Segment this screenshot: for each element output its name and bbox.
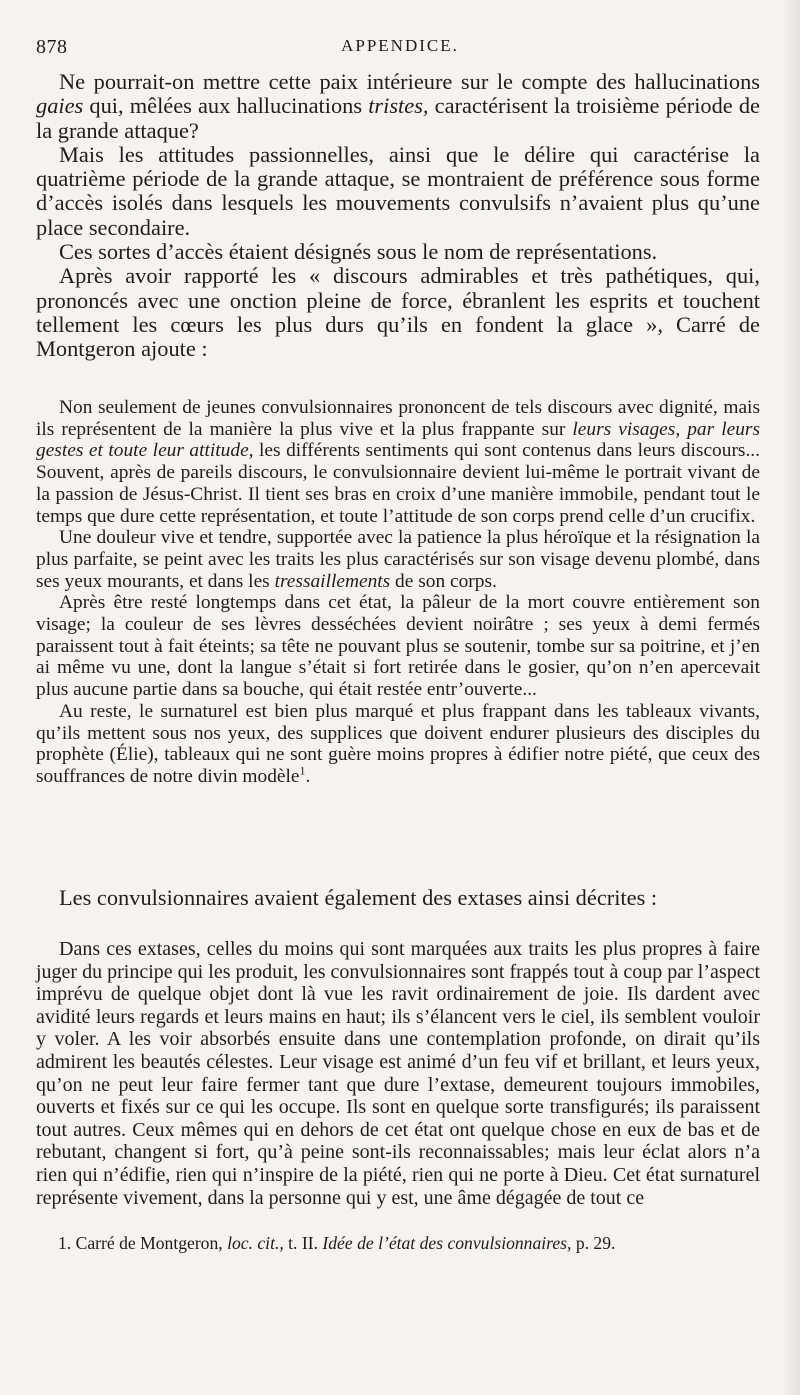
text-run: Au reste, le surnaturel est bien plus marqué et plus frappant dans les tableaux vivants, qu’ils mettent sous nos yeux, des supplices que doivent endurer plusieurs des disciples du prophète (Élie), tableaux qui ne sont guère moins propres à édifier notre piété, que ceux des souffrances de notre divin modèle xyxy=(36,700,760,787)
text-run: de son corps. xyxy=(390,570,497,592)
paragraph-hallucinations xyxy=(36,70,760,143)
quote-paragraph-extases: Dans ces extases, celles du moins qui sont marquées aux traits les plus propres à faire juger du principe qui les produit, les convulsionnaires sont frappés tout à coup par l’aspect imprévu de quelque objet dont là vue les ravit ordinairement de joie. Ils dardent avec avidité leurs regards et leurs mains en haut; ils s’élancent vers le ciel, ils semblent vouloir y voler. A les voir absorbés ensuite dans une contemplation profonde, on dirait qu’ils admirent les beautés célestes. Leur visage est animé d’un feu vif et brillant, et leurs yeux, qu’on ne peut leur faire fermer tant que dure l’extase, demeurent toujours immobiles, ouverts et fixés sur ce qui les occupe. Ils sont en quelque sorte transfigurés; ils paraissent tout autres. Ceux mêmes qui en dehors de cet état ont quelque chose en eux de bas et de rebutant, changent si fort, qu’à peine sont-ils reconnaissables; mais leur éclat alors n’a rien qui n’édifie, rien qui n’inspire de la piété, rien qui ne porte à Dieu. Cet état surnaturel représente vivement, dans la personne qui y est, une âme dégagée de tout ce xyxy=(36,938,760,1209)
page-number: 878 xyxy=(36,36,68,58)
intro-section xyxy=(36,70,760,362)
quote-block-representations xyxy=(36,397,760,788)
running-title: APPENDICE. xyxy=(341,36,459,55)
italic-text: tristes, xyxy=(368,93,429,119)
footnote-number: 1. xyxy=(58,1233,72,1253)
paragraph-attitudes xyxy=(36,143,760,240)
text-run: caractérisent la troisième période de la grande attaque? xyxy=(36,93,760,143)
footnote-reference: 1 xyxy=(299,763,306,778)
paragraph-representations xyxy=(36,240,760,264)
text-run: Mais les attitudes passionnelles, ainsi que le délire qui caractérise la quatrième période de la grande attaque, se montraient de préférence sous forme d’accès isolés dans lesquels les mouvements convulsifs n’avaient plus qu’une place secondaire. xyxy=(36,141,760,240)
footnote-page: p. 29. xyxy=(575,1233,616,1253)
footnote xyxy=(38,1232,762,1254)
italic-text: leurs visages, par leurs gestes et toute leur attitude, xyxy=(36,418,760,462)
text-run: Une douleur vive et tendre, supportée avec la patience la plus héroïque et la résignation la plus parfaite, se peint avec les traits les plus caractérisés sur son visage devenu plombé, dans ses yeux mourants, et dans les xyxy=(36,527,760,592)
quote-block-extases xyxy=(36,938,760,1209)
italic-text: tressaillements xyxy=(274,570,391,592)
page-header xyxy=(0,36,800,60)
quote-paragraph xyxy=(36,592,760,701)
text-run: Non seulement de jeunes convulsionnaires prononcent de tels discours avec dignité, mais ils représentent de la manière la plus vive et la plus frappante sur xyxy=(36,397,760,440)
text-run: Ne pourrait-on mettre cette paix intérieure sur le compte des hallucinations xyxy=(59,69,760,94)
text-run: . xyxy=(305,765,311,787)
text-run: qui, mêlées aux hallucinations xyxy=(83,93,369,119)
text-run: Après être resté longtemps dans cet état, la pâleur de la mort couvre entièrement son visage; la couleur de ses lèvres desséchées devient noirâtre ; ses yeux à demi fermés paraissent tout à fait éteints; sa tête ne pouvant plus se soutenir, tombe sur sa poitrine, et j’en ai même vu une, dont la langue s’était si fort retirée dans le gosier, qu’on n’en apercevait plus aucune partie dans sa bouche, qui était restée entr’ouverte... xyxy=(36,592,760,701)
footnote-author: Carré de Montgeron, xyxy=(75,1233,223,1253)
text-run: Après avoir rapporté les « discours admirables et très pathétiques, qui, prononcés avec une onction pleine de force, ébranlent les esprits et touchent tellement les cœurs les plus durs qu’ils en fondent la glace », Carré de Montgeron ajoute : xyxy=(36,263,760,362)
text-run: Ces sortes d’accès étaient désignés sous le nom de représentations. xyxy=(59,239,658,265)
paragraph-carre-de-montgeron xyxy=(36,264,760,361)
paragraph-extases-intro: Les convulsionnaires avaient également des extases ainsi décrites : xyxy=(59,885,658,910)
footnote-title: Idée de l’état des convulsionnaires, xyxy=(322,1233,572,1253)
quote-paragraph xyxy=(36,527,760,592)
middle-section xyxy=(36,886,760,910)
quote-paragraph xyxy=(36,397,760,527)
quote-paragraph xyxy=(36,701,760,788)
footnote-volume: t. II. xyxy=(288,1233,318,1253)
italic-text: gaies xyxy=(36,93,84,119)
page-edge-shadow xyxy=(782,0,800,1395)
footnote-ref: loc. cit., xyxy=(227,1233,284,1253)
text-run: les différents sentiments qui sont contenus dans leurs discours... Souvent, après de pareils discours, le convulsionnaire devient lui-même le portrait vivant de la passion de Jésus-Christ. Il tient ses bras en croix d’une manière immobile, pendant tout le temps que dure cette représentation, et toute l’attitude de son corps prend celle d’un crucifix. xyxy=(36,440,760,527)
